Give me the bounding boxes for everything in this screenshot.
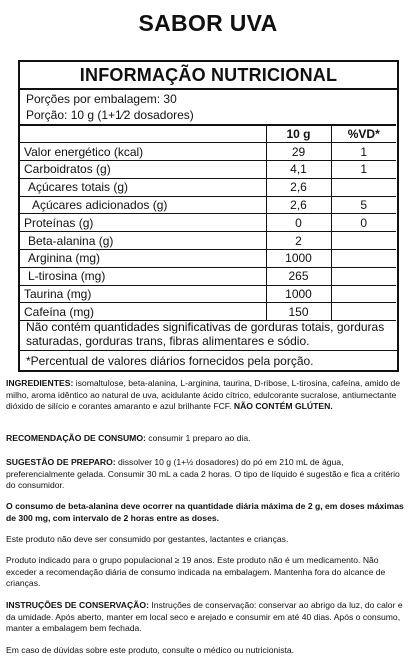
beta-alanine-warning-text: O consumo de beta-alanina deve ocorrer na quantidade diária máxima de 2 g, em doses máximas de 300 mg, com intervalo de 2 horas entre as doses. [6,501,404,523]
contact-note: Em caso de dúvidas sobre este produto, consulte o médico ou nutricionista. [6,645,295,655]
nutrition-table [20,124,396,321]
table-row [20,214,396,232]
ingredients-section [6,378,404,413]
gluten-statement: NÃO CONTÉM GLÚTEN. [233,401,333,412]
nutrient-dv [331,178,396,196]
daily-value-note: *Percentual de valores diários fornecidos pela porção. [26,354,314,368]
nutrient-dv: 0 [331,214,396,232]
nutrient-value: 150 [266,303,331,321]
storage-label: INSTRUÇÕES DE CONSERVAÇÃO: [6,600,149,610]
population-warning: Produto indicado para o grupo populacional ≥ 19 anos. Este produto não é um medicamento. Não exceder a recomendação diária de consumo indicada na embalagem. Mantenha fora do alcance de crianças. [6,555,386,589]
ingredients-text: isomaltulose, beta-alanina, L-arginina, taurina, D-ribose, L-tirosina, cafeína, amido de milho, aroma idêntico ao natural de uva, acidulante ácido cítrico, edulcorante sucralose, antiumectante dióxido de silício e corantes amaranto e azul brilhante FCF. [6,378,401,412]
consumption-recommendation [6,433,404,445]
table-row [20,285,396,303]
nutrient-value: 2,6 [266,196,331,214]
nutrient-value: 4,1 [266,161,331,179]
nutrient-value: 2 [266,232,331,250]
nutrient-dv: 5 [331,196,396,214]
preparation-section [6,457,404,492]
nutrient-value: 265 [266,267,331,285]
nutrition-facts-header: INFORMAÇÃO NUTRICIONAL [79,65,338,85]
table-row [20,267,396,285]
nutrient-dv [331,232,396,250]
table-row [20,143,396,161]
recommendation-text: consumir 1 preparo ao dia. [145,433,251,443]
column-header-nutrient [20,125,266,143]
nutrient-dv: 1 [331,161,396,179]
flavor-title: SABOR UVA [138,10,278,36]
nutrient-name: Carboidratos (g) [20,161,266,179]
nutrient-name: Taurina (mg) [20,285,266,303]
nutrient-name: Açúcares totais (g) [20,178,266,196]
beta-alanine-warning [6,501,404,524]
nutrient-dv [331,267,396,285]
nutrient-dv [331,303,396,321]
nutrient-dv [331,250,396,268]
table-row [20,178,396,196]
nutrient-dv [331,285,396,303]
nutrient-value: 0 [266,214,331,232]
storage-text: Instruções de conservação: conservar ao abrigo da luz, do calor e da umidade. Após aberto, manter em local seco e arejado e consumir em até 40 dias. Após o consumo, manter a embalagem bem fechada. [6,600,403,634]
nutrient-dv: 1 [331,143,396,161]
ingredients-label: INGREDIENTES: [6,378,74,388]
nutrient-value: 1000 [266,285,331,303]
nutrient-name: Valor energético (kcal) [20,143,266,161]
pregnancy-warning: Este produto não deve ser consumido por gestantes, lactantes e crianças. [6,534,289,544]
header-divider [20,88,397,90]
table-row [20,232,396,250]
table-row [20,161,396,179]
column-header-dv: %VD* [331,125,396,143]
insignificant-amounts-note: Não contém quantidades significativas de gorduras totais, gorduras saturadas, gorduras trans, fibras alimentares e sódio. [26,320,385,348]
preparation-text: dissolver 10 g (1+½ dosadores) do pó em 210 mL de água, preferencialmente gelada. Consumir 30 mL a cada 2 horas. O tipo de líquido é sugestão e fica a critério do consumidor. [6,457,400,491]
table-row [20,250,396,268]
storage-section [6,600,404,635]
nutrient-value: 29 [266,143,331,161]
servings-per-package: Porções por embalagem: 30 [26,92,177,106]
serving-size: Porção: 10 g (1+1⁄2 dosadores) [26,108,194,122]
table-row [20,196,396,214]
column-header-amount: 10 g [266,125,331,143]
nutrient-name: Arginina (mg) [20,250,266,268]
nutrient-name: Beta-alanina (g) [20,232,266,250]
nutrition-facts-panel [18,60,399,372]
nutrient-value: 1000 [266,250,331,268]
preparation-label: SUGESTÃO DE PREPARO: [6,457,116,467]
recommendation-label: RECOMENDAÇÃO DE CONSUMO: [6,433,146,443]
nutrient-value: 2,6 [266,178,331,196]
table-header-row [20,125,396,143]
footnote-divider [20,350,397,351]
nutrient-name: Cafeína (mg) [20,303,266,321]
nutrient-name: Proteínas (g) [20,214,266,232]
table-row [20,303,396,321]
nutrient-name: Açúcares adicionados (g) [20,196,266,214]
nutrient-name: L-tirosina (mg) [20,267,266,285]
